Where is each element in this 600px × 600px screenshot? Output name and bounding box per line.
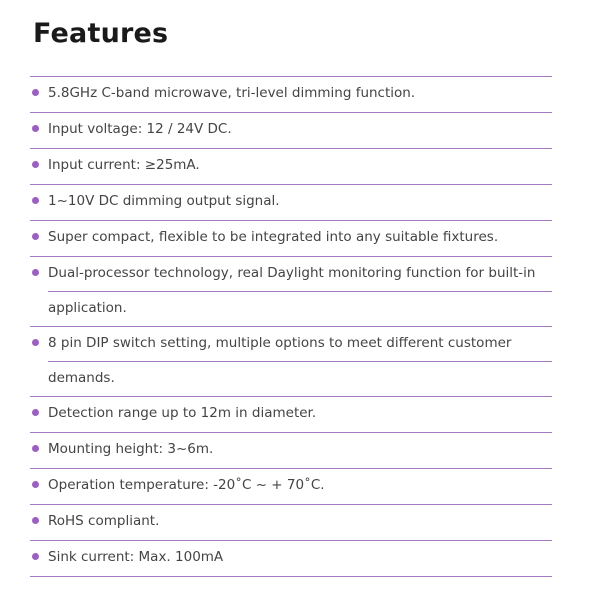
list-item xyxy=(30,327,552,397)
bullet-dot-icon xyxy=(32,269,39,276)
bullet-dot-icon xyxy=(32,125,39,132)
bullet-dot-icon xyxy=(32,409,39,416)
feature-text: RoHS compliant. xyxy=(48,513,160,529)
list-item xyxy=(30,433,552,469)
feature-text: Operation temperature: -20˚C ~ + 70˚C. xyxy=(48,477,325,493)
bullet-dot-icon xyxy=(32,161,39,168)
list-item xyxy=(30,469,552,505)
feature-text: Dual-processor technology, real Daylight monitoring function for built-in xyxy=(48,265,536,281)
list-item xyxy=(30,185,552,221)
bullet-dot-icon xyxy=(32,197,39,204)
list-item xyxy=(30,113,552,149)
feature-text: Sink current: Max. 100mA xyxy=(48,549,224,565)
bullet-dot-icon xyxy=(32,445,39,452)
feature-text: Detection range up to 12m in diameter. xyxy=(48,405,317,421)
feature-text-continued: demands. xyxy=(48,361,552,396)
feature-text: Input current: ≥25mA. xyxy=(48,157,200,173)
feature-text: Mounting height: 3~6m. xyxy=(48,441,214,457)
feature-text: Input voltage: 12 / 24V DC. xyxy=(48,121,232,137)
list-item xyxy=(30,149,552,185)
bullet-dot-icon xyxy=(32,233,39,240)
bullet-dot-icon xyxy=(32,517,39,524)
bullet-dot-icon xyxy=(32,339,39,346)
page-title: Features xyxy=(33,18,169,49)
list-item xyxy=(30,397,552,433)
list-item xyxy=(30,541,552,577)
feature-list xyxy=(30,76,552,577)
feature-text-continued: application. xyxy=(48,291,552,326)
bullet-dot-icon xyxy=(32,553,39,560)
feature-text: 5.8GHz C-band microwave, tri-level dimming function. xyxy=(48,85,416,101)
list-item xyxy=(30,505,552,541)
list-item xyxy=(30,257,552,327)
list-item xyxy=(30,221,552,257)
feature-text: 1~10V DC dimming output signal. xyxy=(48,193,280,209)
bullet-dot-icon xyxy=(32,89,39,96)
bullet-dot-icon xyxy=(32,481,39,488)
feature-text: 8 pin DIP switch setting, multiple options to meet different customer xyxy=(48,335,512,351)
feature-text: Super compact, flexible to be integrated into any suitable fixtures. xyxy=(48,229,499,245)
list-item xyxy=(30,77,552,113)
